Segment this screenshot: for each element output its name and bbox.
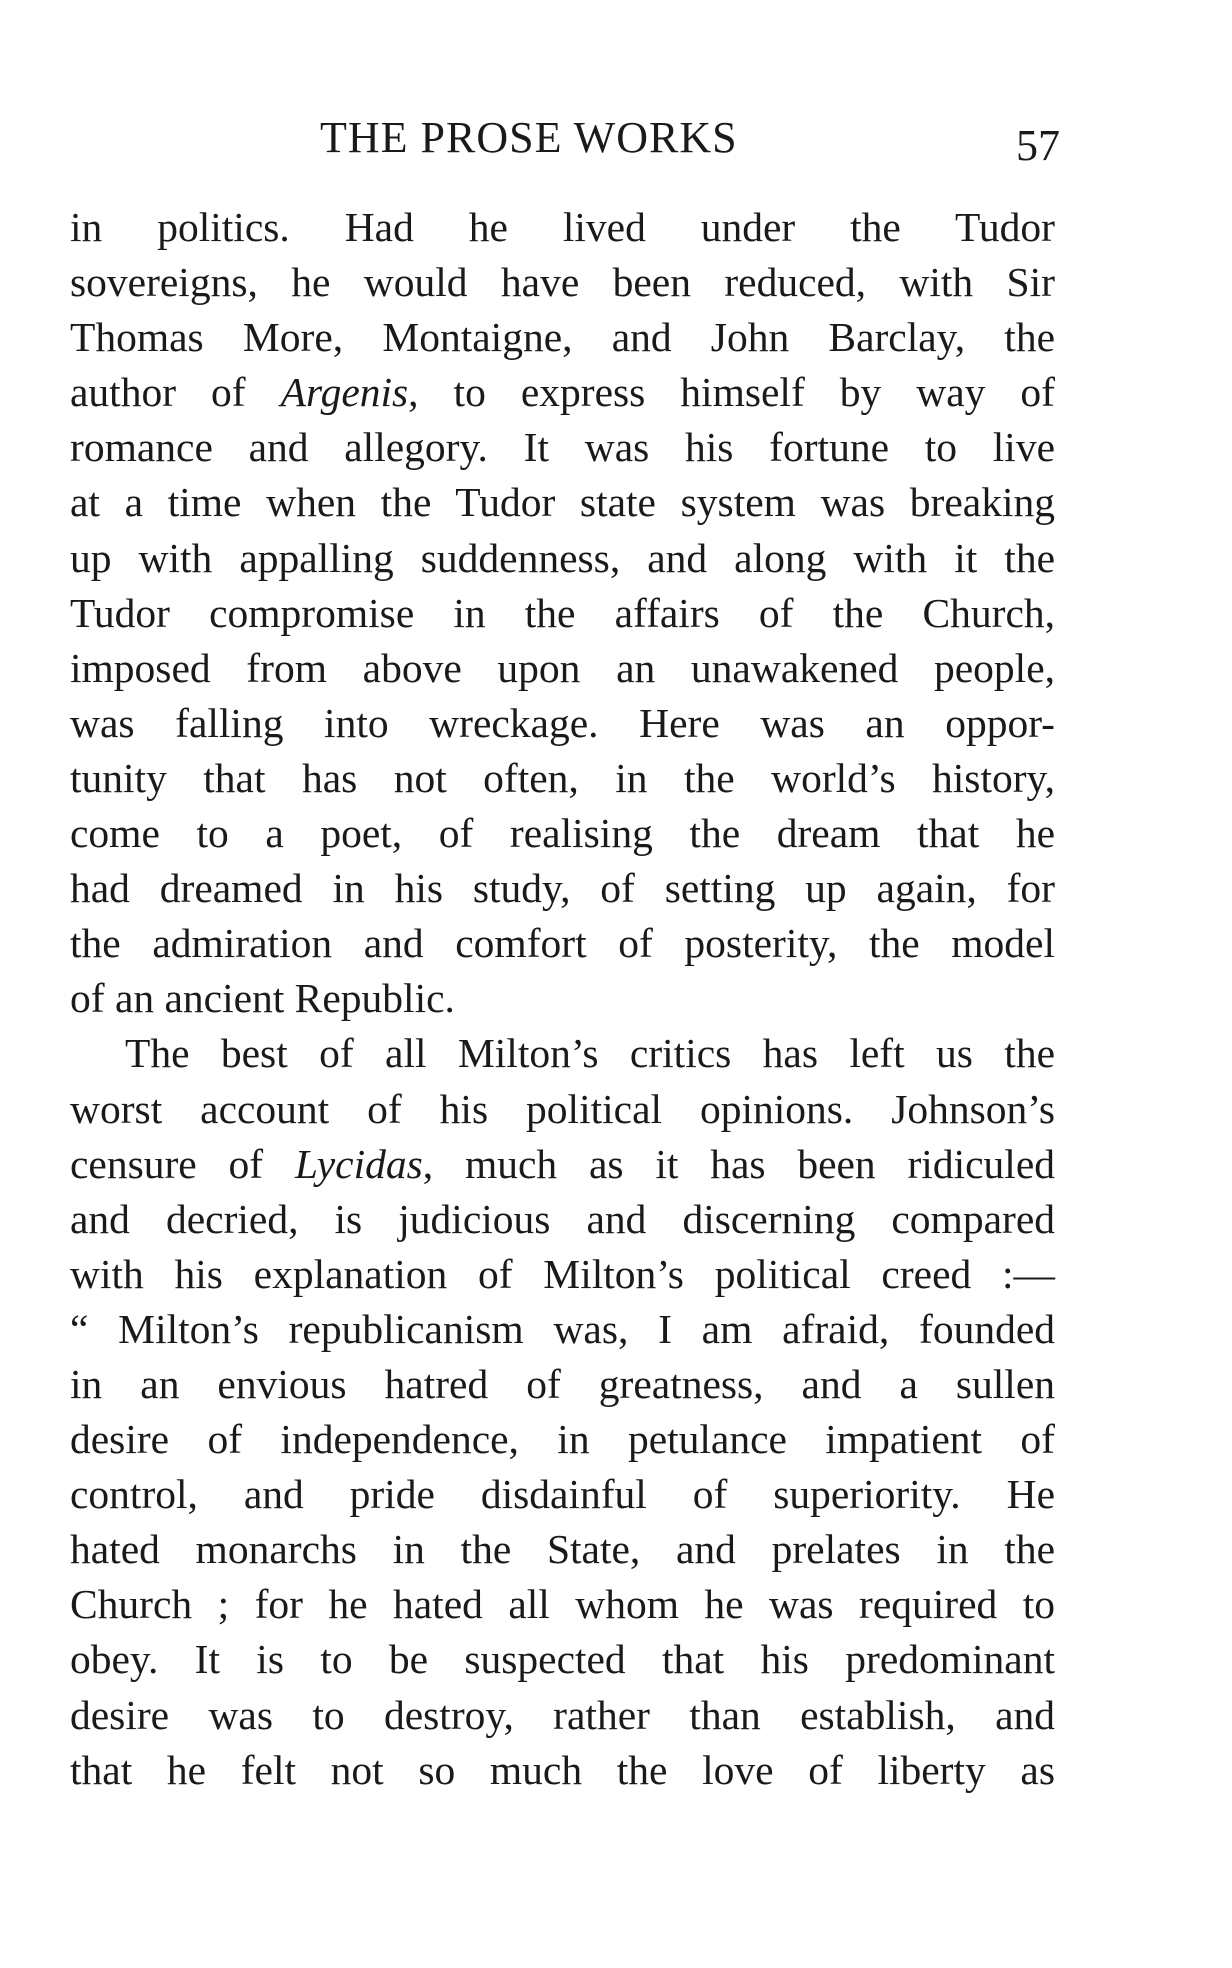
- text-line: worst account of his political opinions. Johnson’s: [70, 1085, 1055, 1132]
- text-run: , to express himself by way of: [408, 369, 1055, 416]
- text-run: , much as it has been ridiculed: [422, 1140, 1055, 1187]
- text-line: in an envious hatred of greatness, and a sullen: [70, 1360, 1055, 1407]
- text-line: was falling into wreckage. Here was an oppor-: [70, 699, 1055, 746]
- page-header: [70, 112, 1060, 172]
- text-line: come to a poet, of realising the dream that he: [70, 810, 1055, 857]
- book-title-italic: Argenis: [280, 369, 409, 416]
- text-line: desire was to destroy, rather than establish, and: [70, 1691, 1055, 1738]
- text-line: romance and allegory. It was his fortune to live: [70, 424, 1055, 471]
- text-line: sovereigns, he would have been reduced, with Sir: [70, 259, 1055, 306]
- text-line: with his explanation of Milton’s political creed :—: [70, 1250, 1055, 1297]
- text-line: Church ; for he hated all whom he was required to: [70, 1581, 1055, 1628]
- body-text: [70, 200, 1055, 1798]
- text-line: control, and pride disdainful of superiority. He: [70, 1471, 1055, 1518]
- text-line: the admiration and comfort of posterity, the model: [70, 920, 1055, 967]
- text-line: [70, 365, 1055, 420]
- text-line: of an ancient Republic.: [70, 975, 455, 1022]
- text-line: obey. It is to be suspected that his predominant: [70, 1636, 1055, 1683]
- text-line: and decried, is judicious and discerning compared: [70, 1195, 1055, 1242]
- text-line: The best of all Milton’s critics has left us the: [125, 1030, 1055, 1077]
- text-line: “ Milton’s republicanism was, I am afraid, founded: [70, 1305, 1055, 1352]
- text-line: had dreamed in his study, of setting up again, for: [70, 865, 1055, 912]
- page-number: 57: [1016, 121, 1060, 170]
- text-line: tunity that has not often, in the world’s history,: [70, 754, 1055, 801]
- text-line: imposed from above upon an unawakened people,: [70, 644, 1055, 691]
- text-line: up with appalling suddenness, and along with it the: [70, 534, 1055, 581]
- text-line: Tudor compromise in the affairs of the Church,: [70, 589, 1055, 636]
- text-run: author of: [70, 369, 281, 416]
- text-line: desire of independence, in petulance impatient of: [70, 1416, 1055, 1463]
- text-line: at a time when the Tudor state system was breaking: [70, 479, 1055, 526]
- text-line: hated monarchs in the State, and prelates in the: [70, 1526, 1055, 1573]
- text-line: Thomas More, Montaigne, and John Barclay, the: [70, 314, 1055, 361]
- text-line: that he felt not so much the love of liberty as: [70, 1746, 1055, 1793]
- text-run: censure of: [70, 1140, 295, 1187]
- text-line: [70, 1137, 1055, 1192]
- running-head: THE PROSE WORKS: [320, 113, 738, 162]
- book-title-italic: Lycidas: [294, 1140, 423, 1187]
- text-line: in politics. Had he lived under the Tudor: [70, 204, 1055, 250]
